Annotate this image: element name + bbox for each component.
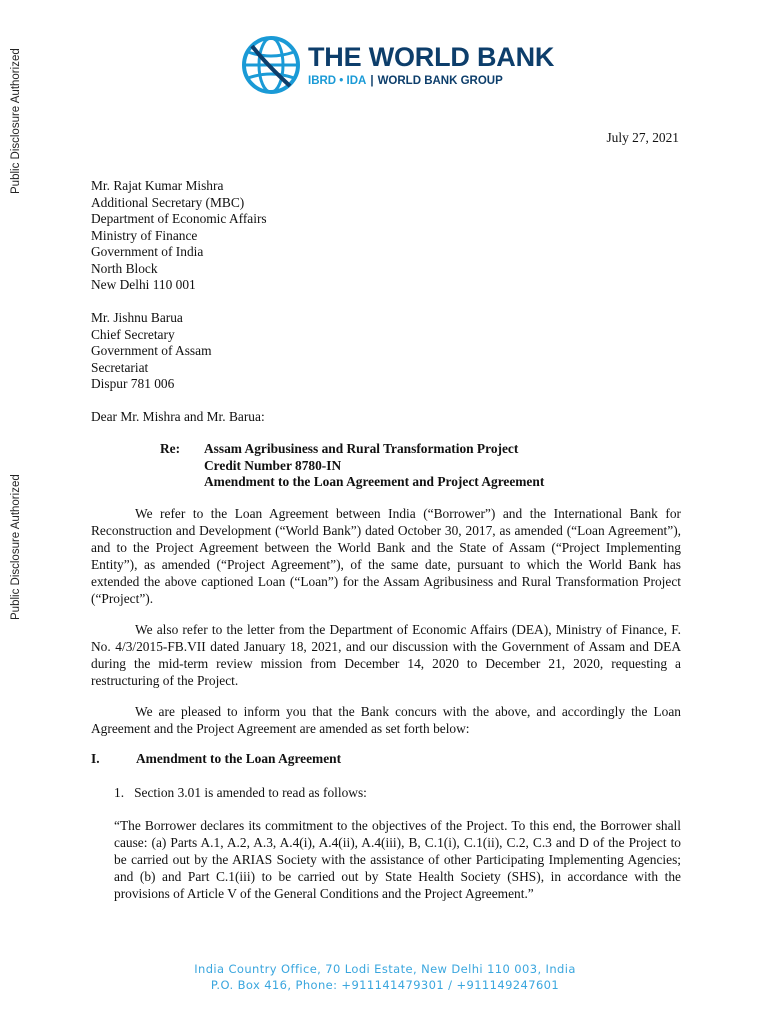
logo-group: WORLD BANK GROUP	[377, 75, 503, 87]
section-title: Amendment to the Loan Agreement	[136, 751, 342, 766]
recipient1-line: Department of Economic Affairs	[91, 211, 267, 226]
section-number: I.	[91, 751, 100, 766]
recipient1-line: Government of India	[91, 244, 204, 259]
footer-address: India Country Office, 70 Lodi Estate, New Delhi 110 003, India	[194, 962, 576, 976]
paragraph-3	[91, 703, 681, 737]
logo-wordmark: THE WORLD BANK	[308, 42, 555, 72]
amendment-quote: “The Borrower declares its commitment to the objectives of the Project. To this end, the Borrower shall cause: (a) Parts A.1, A.2, A.3, A.4(i), A.4(ii), A.4(iii), B, C.1(i), C.1(ii), C.2, C.3 and D of the Project to be carried out by the ARIAS Society with the assistance of other Participating Implementing Agencies; and (b) and Part C.1(iii) to be carried out by State Health Society (SHS), in accordance with the provisions of Article V of the General Conditions and the Project Agreement.”	[114, 818, 681, 901]
salutation: Dear Mr. Mishra and Mr. Barua:	[91, 409, 265, 424]
recipient1-line: Additional Secretary (MBC)	[91, 194, 245, 210]
paragraph-text: We are pleased to inform you that the Bank concurs with the above, and accordingly the Loan Agreement and the Project Agreement are amended as set forth below:	[91, 704, 681, 736]
recipient2-line: Secretariat	[91, 359, 149, 375]
recipient1-line: North Block	[91, 260, 158, 276]
re-label: Re:	[160, 441, 181, 456]
logo-separator: |	[370, 75, 374, 87]
paragraph-2	[91, 621, 681, 689]
disclosure-stamp-middle: Public Disclosure Authorized	[10, 474, 22, 620]
re-line: Amendment to the Loan Agreement and Project Agreement	[204, 474, 545, 489]
re-line: Assam Agribusiness and Rural Transformation Project	[204, 441, 519, 456]
logo-ibrd-ida: IBRD • IDA	[308, 75, 367, 87]
letter-date: July 27, 2021	[606, 130, 679, 145]
recipient2-line: Chief Secretary	[91, 326, 175, 342]
recipient1-line: Ministry of Finance	[91, 227, 198, 243]
re-line: Credit Number 8780-IN	[204, 457, 342, 473]
recipient2-line: Mr. Jishnu Barua	[91, 310, 183, 325]
re-subject	[204, 441, 544, 491]
world-bank-logo	[240, 34, 555, 98]
recipient2-line: Dispur 781 006	[91, 376, 175, 391]
paragraph-text: We also refer to the letter from the Department of Economic Affairs (DEA), Ministry of Finance, F. No. 4/3/2015-FB.VII dated January 18, 2021, and our discussion with the Government of Assam and DEA during the mid-term review mission from December 14, 2020 to December 21, 2020, requesting a restructuring of the Project.	[91, 622, 681, 688]
paragraph-text: We refer to the Loan Agreement between India (“Borrower”) and the International Bank for Reconstruction and Development (“World Bank”) dated October 30, 2017, as amended (“Loan Agreement”), and to the Project Agreement between the World Bank and the State of Assam (“Project Implementing Entity”), as amended (“Project Agreement”), of the same date, pursuant to which the World Bank has extended the above captioned Loan (“Loan”) for the Assam Agribusiness and Rural Transformation Project (“Project”).	[91, 506, 681, 606]
footer-contact: P.O. Box 416, Phone: +911141479301 / +911149247601	[210, 978, 560, 992]
recipient1-line: Mr. Rajat Kumar Mishra	[91, 178, 224, 193]
globe-icon	[240, 34, 302, 96]
paragraph-1	[91, 505, 681, 607]
disclosure-stamp-top: Public Disclosure Authorized	[10, 48, 22, 194]
recipient2-line: Government of Assam	[91, 343, 212, 358]
section-item: 1. Section 3.01 is amended to read as follows:	[114, 785, 367, 800]
logo-subline	[308, 75, 503, 87]
recipient1-line: New Delhi 110 001	[91, 277, 196, 292]
